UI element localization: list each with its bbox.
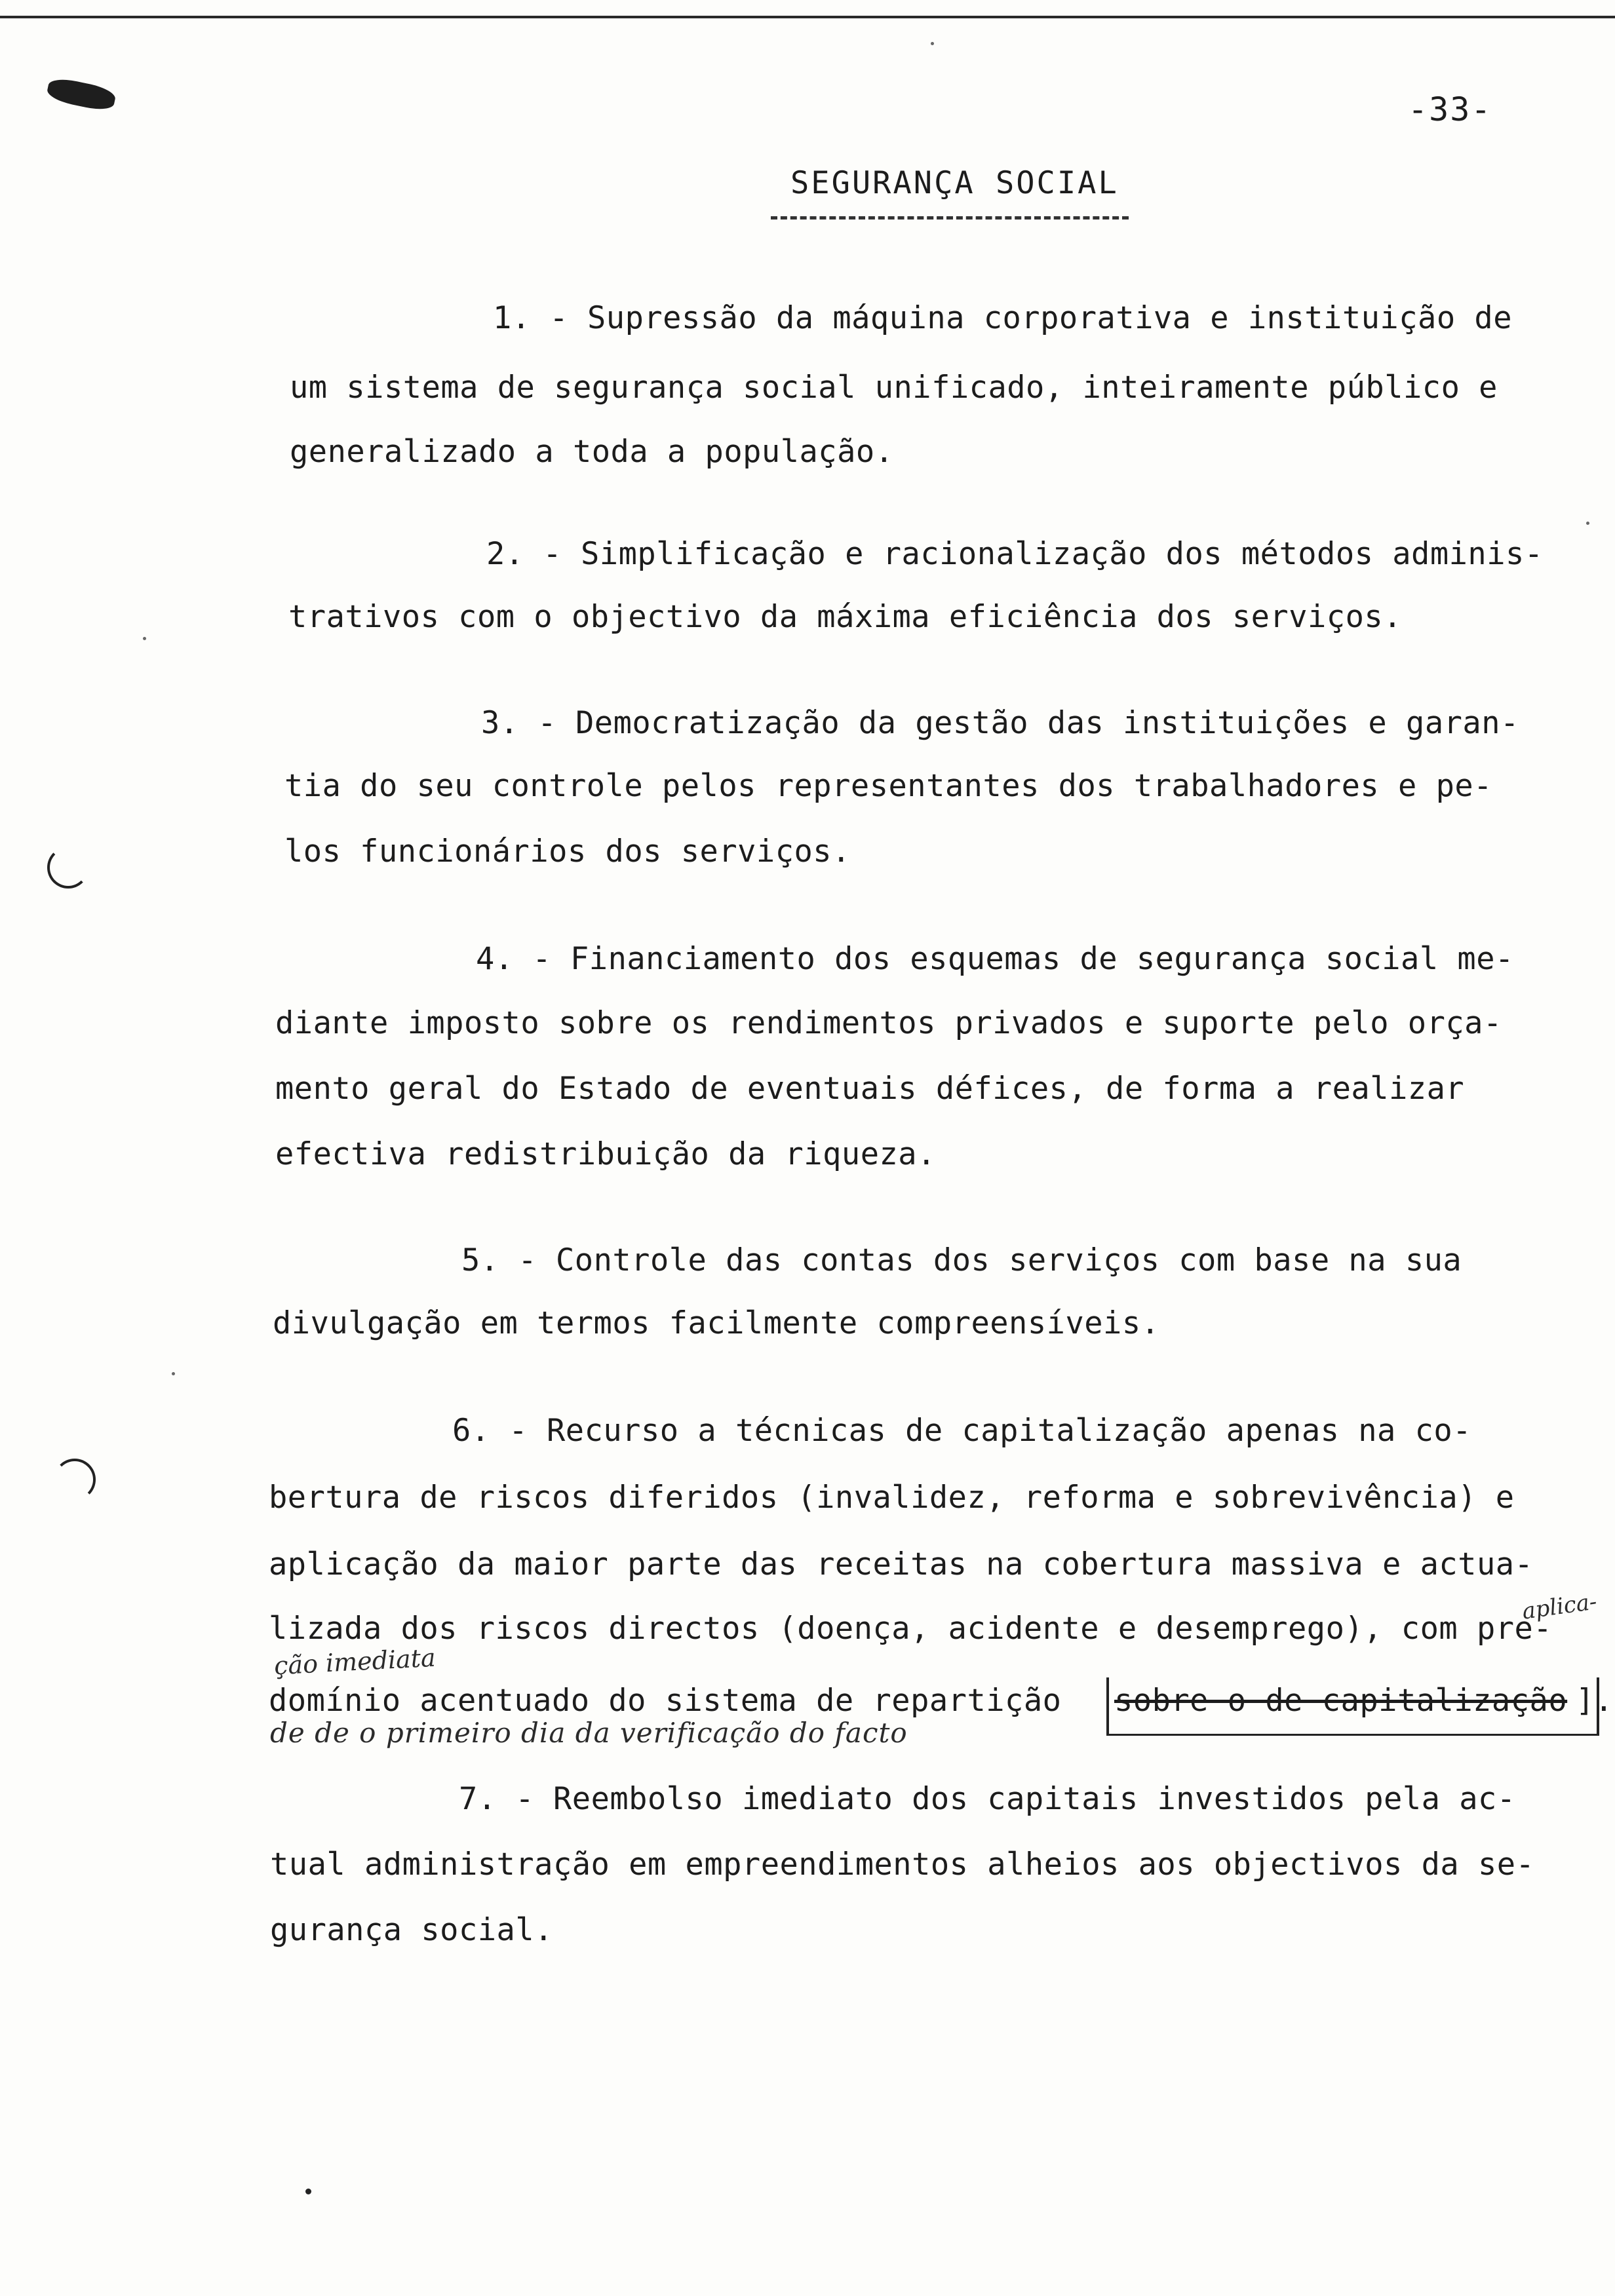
item-6-line-1: 6. - Recurso a técnicas de capitalização apenas na co- xyxy=(452,1413,1472,1449)
item-4-line-2: diante imposto sobre os rendimentos privados e suporte pelo orça- xyxy=(275,1005,1502,1041)
item-3-line-1: 3. - Democratização da gestão das instituições e garan- xyxy=(481,705,1519,741)
speck xyxy=(305,2189,311,2194)
item-4-line-1: 4. - Financiamento dos esquemas de segurança social me- xyxy=(476,941,1514,977)
item-6-struck-text: sobre o de capitalização xyxy=(1114,1683,1568,1719)
item-1-line-1: 1. - Supressão da máquina corporativa e instituição de xyxy=(493,300,1513,336)
item-6-line-3: aplicação da maior parte das receitas na cobertura massiva e actua- xyxy=(269,1546,1534,1582)
margin-mark-left-upper xyxy=(47,847,89,889)
item-6-line-5: domínio acentuado do sistema de repartição xyxy=(269,1683,1062,1719)
deletion-bracket xyxy=(1106,1677,1599,1736)
item-5-line-1: 5. - Controle das contas dos serviços com base na sua xyxy=(461,1242,1462,1278)
ink-blot xyxy=(45,76,117,113)
item-1-line-3: generalizado a toda a população. xyxy=(290,434,894,470)
item-7-line-2: tual administração em empreendimentos alheios aos objectivos da se- xyxy=(270,1846,1535,1883)
item-6-line-4: lizada dos riscos directos (doença, acidente e desemprego), com pre- xyxy=(269,1611,1553,1647)
page-number: -33- xyxy=(1408,90,1492,128)
item-3-line-3: los funcionários dos serviços. xyxy=(284,833,851,870)
item-5-line-2: divulgação em termos facilmente compreensíveis. xyxy=(273,1305,1160,1341)
item-1-line-2: um sistema de segurança social unificado, inteiramente público e xyxy=(290,370,1498,406)
speck xyxy=(1586,522,1589,525)
item-6-closing-bracket: ]. xyxy=(1576,1683,1614,1719)
top-rule xyxy=(0,16,1615,18)
item-7-line-3: gurança social. xyxy=(270,1912,553,1948)
speck xyxy=(143,637,146,640)
item-4-line-3: mento geral do Estado de eventuais défices, de forma a realizar xyxy=(275,1071,1465,1107)
item-2-line-1: 2. - Simplificação e racionalização dos métodos adminis- xyxy=(486,536,1544,572)
handwritten-footnote: de de o primeiro dia da verificação do facto xyxy=(270,1717,908,1749)
item-6-line-2: bertura de riscos diferidos (invalidez, reforma e sobrevivência) e xyxy=(269,1480,1515,1516)
handwritten-margin-note: aplica- xyxy=(1520,1588,1599,1625)
title-underline xyxy=(771,216,1129,220)
item-4-line-4: efectiva redistribuição da riqueza. xyxy=(275,1136,936,1172)
item-7-line-1: 7. - Reembolso imediato dos capitais investidos pela ac- xyxy=(459,1781,1516,1817)
speck xyxy=(931,42,934,45)
speck xyxy=(172,1372,175,1375)
handwritten-insert-note: ção imediata xyxy=(273,1643,437,1681)
item-2-line-2: trativos com o objectivo da máxima eficiência dos serviços. xyxy=(288,599,1402,635)
item-3-line-2: tia do seu controle pelos representantes dos trabalhadores e pe- xyxy=(284,768,1492,804)
margin-mark-left-lower xyxy=(54,1459,96,1501)
page-title: SEGURANÇA SOCIAL xyxy=(790,165,1119,201)
